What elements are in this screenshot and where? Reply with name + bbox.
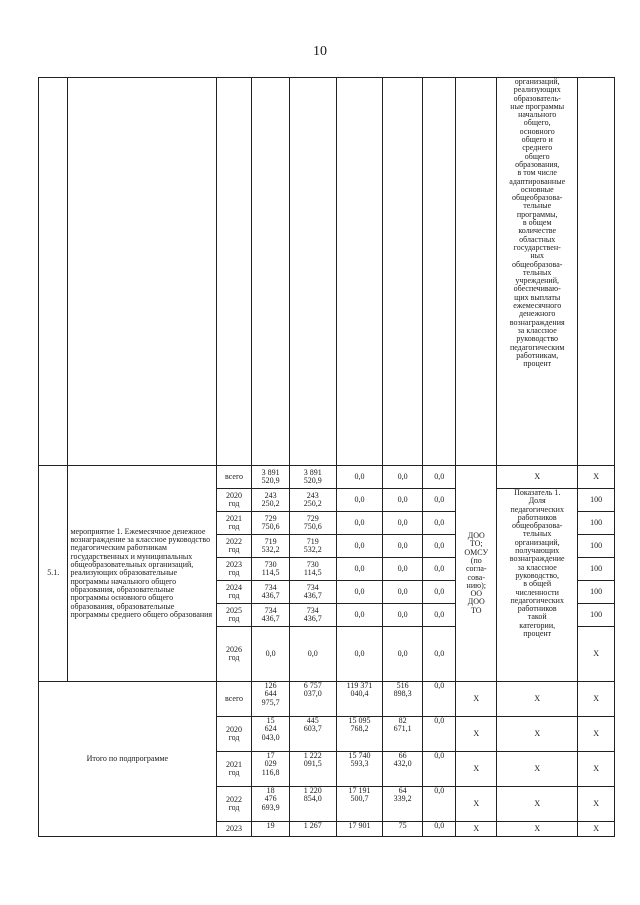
regional-cell: 0,0 [336,627,383,682]
regional-cell: 0,0 [336,558,383,581]
year-cell: 2026 год [216,627,252,682]
municipal-cell: 75 [383,822,423,837]
year-cell: 2021 год [216,752,252,787]
executor-cell: X [456,682,497,717]
municipal-cell: 82 671,1 [383,717,423,752]
regional-cell: 15 740 593,3 [336,752,383,787]
measure-row [39,466,615,489]
indicator-cell: X [497,787,578,822]
municipal-cell: 0,0 [383,535,423,558]
extrabudget-cell: 0,0 [422,752,456,787]
total-cell: 15 624 043,0 [252,717,290,752]
federal-cell: 1 220 854,0 [289,787,336,822]
empty-cell [68,78,216,466]
municipal-cell: 0,0 [383,489,423,512]
municipal-cell: 0,0 [383,558,423,581]
continuation-row [39,78,615,466]
regional-cell: 17 191 500,7 [336,787,383,822]
empty-cell [39,78,68,466]
regional-cell: 0,0 [336,489,383,512]
empty-cell [336,78,383,466]
federal-cell: 1 222 091,5 [289,752,336,787]
total-cell: 734 436,7 [252,604,290,627]
year-cell: 2023 [216,822,252,837]
empty-cell [578,78,615,466]
municipal-cell: 0,0 [383,581,423,604]
indicator-cell: X [497,717,578,752]
regional-cell: 0,0 [336,512,383,535]
extrabudget-cell: 0,0 [422,604,456,627]
federal-cell: 243 250,2 [289,489,336,512]
municipal-cell: 0,0 [383,512,423,535]
empty-cell [383,78,423,466]
summary-row [39,682,615,717]
federal-cell: 1 267 [289,822,336,837]
extrabudget-cell: 0,0 [422,558,456,581]
extrabudget-cell: 0,0 [422,627,456,682]
total-cell: 126 644 975,7 [252,682,290,717]
regional-cell: 119 371 040,4 [336,682,383,717]
regional-cell: 17 901 [336,822,383,837]
year-cell: 2024 год [216,581,252,604]
extrabudget-cell: 0,0 [422,787,456,822]
regional-cell: 0,0 [336,535,383,558]
extrabudget-cell: 0,0 [422,581,456,604]
measure-name: мероприятие 1. Ежемесячное денежное вознаграждение за классное руководство педагогическим работникам государственных и муниципальных общеобразовательных организаций, реализующих образовательные программы начального общего образования, образовательные программы основного общего образования, образовательные программы среднего общего образования [68,466,216,682]
federal-cell: 730 114,5 [289,558,336,581]
total-cell: 734 436,7 [252,581,290,604]
municipal-cell: 516 898,3 [383,682,423,717]
page-number: 10 [313,44,327,59]
extrabudget-cell: 0,0 [422,682,456,717]
empty-cell [422,78,456,466]
executor-cell: ДОО ТО; ОМСУ (по согла- сова- нию); ОО ДОО ТО [456,466,497,682]
year-cell: всего [216,682,252,717]
federal-cell: 0,0 [289,627,336,682]
table-body [39,78,615,837]
year-cell: 2023 год [216,558,252,581]
total-cell: 18 476 693,9 [252,787,290,822]
regional-cell: 15 095 768,2 [336,717,383,752]
target-value-cell: 100 [578,558,615,581]
indicator-cell: X [497,682,578,717]
year-cell: 2021 год [216,512,252,535]
indicator-cell: Показатель 1. Доля педагогических работников общеобразова- тельных организаций, получающих вознаграждение за классное руководство, в общей численности педагогических работников такой категории, процент [497,489,578,682]
executor-cell: X [456,822,497,837]
target-value-cell: X [578,822,615,837]
federal-cell: 445 603,7 [289,717,336,752]
target-value-cell: X [578,717,615,752]
municipal-cell: 0,0 [383,627,423,682]
continued-indicator: организаций, реализующих образователь- ные программы начального общего, основного общего и среднего общего образования, в том числе адаптированные основные общеобразова- тельные программы, в общем количестве областных государствен- ных общеобразова- тельных учреждений, обеспечиваю- щих выплаты ежемесячного денежного вознаграждения за классное руководство педагогическим работникам, процент [497,78,578,466]
executor-cell: X [456,717,497,752]
regional-cell: 0,0 [336,581,383,604]
year-cell: 2025 год [216,604,252,627]
target-value-cell: X [578,466,615,489]
federal-cell: 734 436,7 [289,604,336,627]
extrabudget-cell: 0,0 [422,466,456,489]
empty-cell [456,78,497,466]
target-value-cell: 100 [578,512,615,535]
executor-cell: X [456,787,497,822]
target-value-cell: 100 [578,581,615,604]
target-value-cell: X [578,752,615,787]
federal-cell: 3 891 520,9 [289,466,336,489]
extrabudget-cell: 0,0 [422,717,456,752]
municipal-cell: 0,0 [383,604,423,627]
year-cell: всего [216,466,252,489]
total-cell: 730 114,5 [252,558,290,581]
federal-cell: 6 757 037,0 [289,682,336,717]
empty-cell [216,78,252,466]
indicator-cell: X [497,822,578,837]
total-cell: 0,0 [252,627,290,682]
extrabudget-cell: 0,0 [422,512,456,535]
empty-cell [252,78,290,466]
year-cell: 2022 год [216,787,252,822]
regional-cell: 0,0 [336,604,383,627]
municipal-cell: 0,0 [383,466,423,489]
extrabudget-cell: 0,0 [422,535,456,558]
target-value-cell: X [578,627,615,682]
total-cell: 719 532,2 [252,535,290,558]
extrabudget-cell: 0,0 [422,822,456,837]
indicator-cell: X [497,752,578,787]
target-value-cell: X [578,787,615,822]
summary-label: Итого по подпрограмме [39,682,217,837]
target-value-cell: X [578,682,615,717]
year-cell: 2020 год [216,717,252,752]
federal-cell: 734 436,7 [289,581,336,604]
target-value-cell: 100 [578,604,615,627]
federal-cell: 729 750,6 [289,512,336,535]
total-cell: 17 029 116,8 [252,752,290,787]
target-value-cell: 100 [578,489,615,512]
total-cell: 729 750,6 [252,512,290,535]
municipal-cell: 66 432,0 [383,752,423,787]
measure-number: 5.1. [39,466,68,682]
regional-cell: 0,0 [336,466,383,489]
total-cell: 3 891 520,9 [252,466,290,489]
year-cell: 2020 год [216,489,252,512]
empty-cell [289,78,336,466]
indicator-header-cell: X [497,466,578,489]
municipal-cell: 64 339,2 [383,787,423,822]
target-value-cell: 100 [578,535,615,558]
year-cell: 2022 год [216,535,252,558]
total-cell: 19 [252,822,290,837]
total-cell: 243 250,2 [252,489,290,512]
program-table [38,77,615,837]
executor-cell: X [456,752,497,787]
federal-cell: 719 532,2 [289,535,336,558]
extrabudget-cell: 0,0 [422,489,456,512]
